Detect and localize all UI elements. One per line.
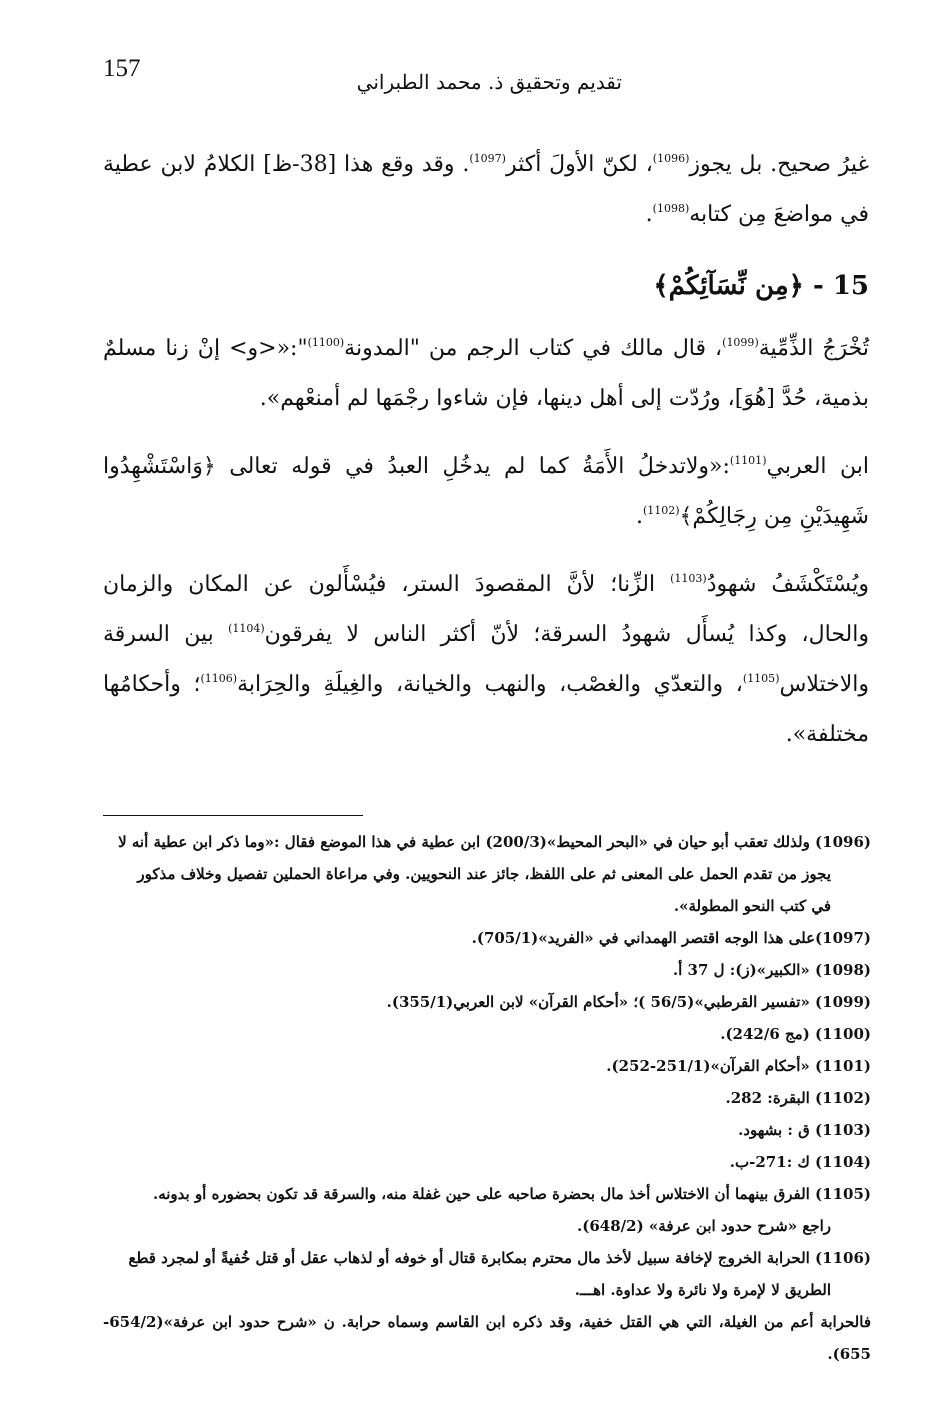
footnotes [103, 826, 871, 1370]
footnote-ref: (1106) [200, 672, 238, 685]
footnote-line: راجع «شرح حدود ابن عرفة» (648/2). [577, 1217, 831, 1235]
footnote-line: (1097)على هذا الوجه اقتصر الهمداني في «الفريد»(705/1). [471, 929, 871, 947]
paragraph-1 [103, 140, 869, 240]
footnote-ref: (1101) [729, 454, 767, 467]
text-run: . [645, 202, 653, 227]
footnote-ref: (1103) [670, 572, 707, 585]
footnote-ref: (1104) [228, 622, 265, 635]
footnote-line: (1106) الحرابة الخروج لإخافة سبيل لأخذ مال محترم بمكابرة قتال أو خوفه أو لذهاب عقل أو قتل خُفيةً أو لمجرد قطع [128, 1249, 871, 1267]
main-text [103, 140, 869, 760]
page-number: 157 [103, 55, 141, 82]
text-run: . [635, 504, 643, 529]
footnote-divider [103, 815, 363, 816]
text-run: :«ولاتدخلُ الأَمَةُ كما لم يدخُلِ العبدُ في قوله تعالى ﴿وَاسْتَشْهِدُوا شَهِيدَيْنِ مِن رِجَالِكُمْ﴾ [103, 454, 869, 529]
text-run: ؛ وأحكامُها مختلفة». [103, 672, 869, 747]
text-run: غيرُ صحيح. بل يجوز [689, 152, 869, 177]
text-run: ، لكنّ الأولَ أكثر [505, 152, 653, 177]
footnote-line: (1100) (مج 242/6). [720, 1025, 871, 1043]
footnote-line: (1096) ولذلك تعقب أبو حيان في «البحر المحيط»(200/3) ابن عطية في هذا الموضع فقال :«وما ذكر ابن عطية أنه لا [118, 833, 871, 851]
footnote-line: يجوز من تقدم الحمل على المعنى ثم على اللفظ، جائز عند النحويين. وفي مراعاة الحملين تفصيل وخلاف مذكور [137, 865, 831, 883]
footnote-ref: (1102) [642, 504, 680, 517]
footnote-ref: (1097) [469, 152, 506, 165]
footnote-ref: (1105) [742, 672, 780, 685]
text-run: ، قال مالك في كتاب الرجم من "المدونة [344, 336, 723, 361]
footnote-line: (1105) الفرق بينهما أن الاختلاس أخذ مال بحضرة صاحبه على حين غفلة منه، والسرقة قد تكون بحضوره أو بدونه. [152, 1185, 871, 1203]
text-run: ، والتعدّي والغصْب، والنهب والخيانة، والغِيلَةِ والحِرَابة [237, 672, 743, 697]
footnote-line: (1099) «تفسير القرطبي»(56/5 )؛ «أحكام القرآن» لابن العربي(355/1). [386, 993, 871, 1011]
footnote-line: (1098) «الكبير»(ز): ل 37 أ. [672, 961, 871, 979]
text-run: تُخْرَجُ الذِّمِّية [758, 336, 869, 361]
paragraph-3 [103, 442, 869, 542]
footnote-line: (1102) البقرة: 282. [725, 1089, 871, 1107]
footnote-line: الطريق لا لإمرة ولا نائرة ولا عداوة. اهـــ. [574, 1281, 831, 1299]
footnote-ref: (1098) [652, 202, 690, 215]
text-run: الزِّنا؛ لأنَّ المقصودَ الستر، فيُسْأَلون عن المكان والزمان والحال، وكذا يُسأَل شهودُ السرقة؛ لأنّ أكثر الناس لا يفرقون [103, 572, 869, 647]
text-run: ابن العربي [766, 454, 869, 479]
footnote-line: (1103) ق : بشهود. [738, 1121, 871, 1139]
footnote-line: (1104) ك :271-ب. [729, 1153, 871, 1171]
footnote-ref: (1096) [652, 152, 690, 165]
footnote-line: فالحرابة أعم من الغيلة، التي هي القتل خفية، وقد ذكره ابن القاسم وسماه حرابة. ن «شرح حدود ابن عرفة»(654/2-655). [103, 1313, 871, 1363]
text-run: . وقد وقع هذا [38-ظ] الكلامُ لابن عطية في مواضعَ مِن كتابه [103, 152, 869, 227]
footnote-line: في كتب النحو المطولة». [673, 897, 831, 915]
footnote-line: (1101) «أحكام القرآن»(251/1-252). [606, 1057, 871, 1075]
text-run: بين السرقة والاختلاس [103, 622, 869, 697]
footnote-ref: (1099) [722, 336, 759, 349]
footnote-ref: (1100) [307, 336, 345, 349]
running-header: تقديم وتحقيق ذ. محمد الطبراني [356, 70, 622, 94]
paragraph-4 [103, 560, 869, 760]
text-run: ويُسْتَكْشَفُ شهودُ [706, 572, 869, 597]
section-heading: 15 - ﴿مِن نِّسَآئِكُمْ﴾ [653, 271, 869, 301]
paragraph-2 [103, 324, 869, 424]
text-run: ":«<و> إنْ زنا مسلمٌ بذمية، حُدَّ [هُوَ]، ورُدّت إلى أهل دينها، فإن شاءوا رجْمَها لم أمنعْهم». [103, 336, 869, 411]
